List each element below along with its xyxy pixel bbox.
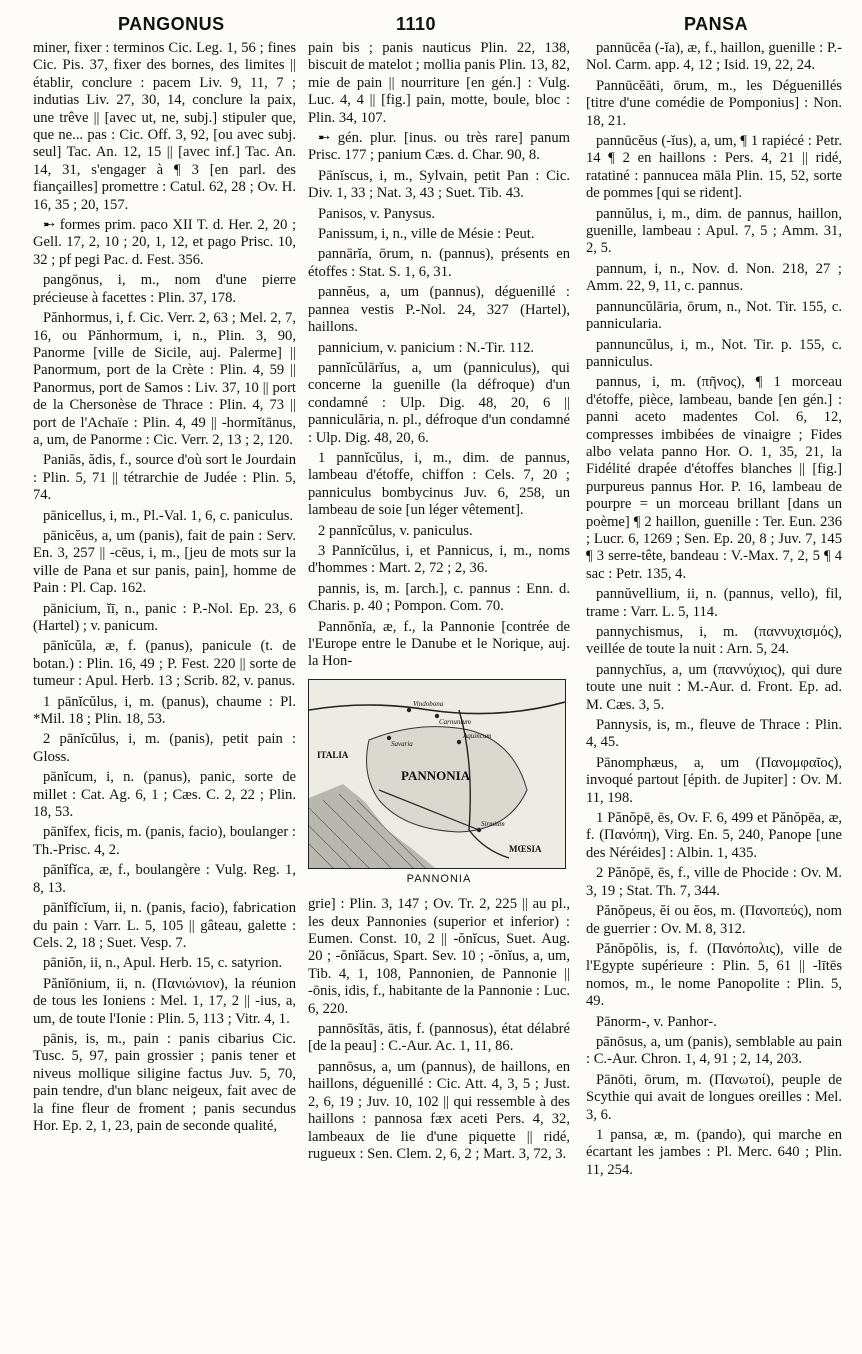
- dictionary-entry: pānis, is, m., pain : panis cibarius Cic. Tusc. 5, 97, pain grossier ; panis tener et niveus mollique siligine factus Juv. 5, 70, pain tendre, d'un blanc neigeux, fait avec de la fine fleur de froment ; panis secundus Hor. Ep. 2, 1, 23, pain de seconde qualité,: [33, 1030, 296, 1134]
- dictionary-entry: 2 pānĭcŭlus, i, m. (panis), petit pain : Gloss.: [33, 731, 296, 765]
- dictionary-entry: pānicĕus, a, um (panis), fait de pain : Serv. En. 3, 257 || -cēus, i, m., [jeu de mots sur la ville de Pana et sur panis, pain], homme de Pain : Pl. Cap. 162.: [33, 527, 296, 597]
- dictionary-entry: pannychismus, i, m. (παννυχισμός), veillée de toute la nuit : Arn. 5, 24.: [586, 624, 842, 658]
- dictionary-entry: Pānōti, ōrum, m. (Πανωτοί), peuple de Scythie qui avait de longues oreilles : Mel. 3, 6.: [586, 1071, 842, 1123]
- map-label: Vindobona: [413, 699, 444, 708]
- map-label: Carnuntum: [439, 717, 471, 726]
- dictionary-entry: 1 pānĭcŭlus, i, m. (panus), chaume : Pl. *Mil. 18 ; Plin. 18, 53.: [33, 693, 296, 728]
- dictionary-entry: pannus, i, m. (πῆνος), ¶ 1 morceau d'étoffe, pièce, lambeau, bande [en gén.] : panni aceto madentes Col. 6, 12, compresses imbibées de vinaigre ; Fides albo velata panno Hor. O. 1, 35, 21, la Fidélité drapée d'étoffes blanches || [fig.] purpureus pannus Hor. P. 16, lambeau de pourpre = un morceau brillant [dans un poème] ¶ 2 haillon, guenille : Ter. Eun. 236 ; Lucr. 6, 1269 ; Sen. Ep. 20, 8 ; Juv. 7, 145 ¶ 3 serre-tête, bandeau : V.-Max. 7, 2, 5 ¶ 4 sac : Petr. 135, 4.: [586, 374, 842, 582]
- map-caption: PANNONIA: [406, 872, 472, 885]
- column-right: [586, 40, 842, 1348]
- dictionary-entry: 1 pannĭcŭlus, i, m., dim. de pannus, lambeau d'étoffe, chiffon : Cels. 7, 20 ; panniculus bombycinus Juv. 6, 258, un lambeau de soie [un léger vêtement].: [308, 449, 570, 519]
- dictionary-entry: pannis, is, m. [arch.], c. pannus : Enn. d. Charis. p. 40 ; Pompon. Com. 70.: [308, 580, 570, 615]
- dictionary-entry: pannychĭus, a, um (παννύχιος), qui dure toute une nuit : M.-Aur. d. Front. Ep. ad. M. Cæs. 3, 5.: [586, 661, 842, 713]
- column-left: [33, 40, 296, 1348]
- dictionary-entry: pannĭcŭlārĭus, a, um (panniculus), qui concerne la guenille (la défroque) d'un condamné : Ulp. Dig. 48, 20, 6 || panniculăria, n. pl., défroque d'un condamné : Ulp. Dig. 48, 20, 6.: [308, 359, 570, 446]
- map-label: Sirmium: [481, 819, 505, 828]
- dictionary-entry: ➸ gén. plur. [inus. ou très rare] panum Prisc. 177 ; panium Cæs. d. Char. 90, 8.: [308, 130, 570, 164]
- column-middle: [308, 40, 570, 1348]
- dictionary-entry: pannuncŭlāria, ōrum, n., Not. Tir. 155, c. pannicularia.: [586, 298, 842, 333]
- map-label: MŒSIA: [509, 843, 542, 854]
- dictionary-entry: Pănŏpeus, ĕi ou ĕos, m. (Πανοπεύς), nom de guerrier : Ov. M. 8, 312.: [586, 903, 842, 937]
- dictionary-entry: pānicellus, i, m., Pl.-Val. 1, 6, c. paniculus.: [43, 507, 294, 524]
- dictionary-entry: pānĭfĭcĭum, ii, n. (panis, facio), fabrication du pain : Varr. L. 5, 105 || gâteau, galette : Cels. 2, 18 ; Suet. Vesp. 7.: [33, 900, 296, 951]
- dictionary-entry: 1 pansa, æ, m. (pando), qui marche en écartant les jambes : Pl. Merc. 640 ; Plin. 11, 254.: [586, 1126, 842, 1178]
- dictionary-entry: pannōsus, a, um (pannus), de haillons, en haillons, déguenillé : Cic. Att. 4, 3, 5 ; Just. 2, 6, 19 ; Juv. 10, 102 || qui ressemble à des haillons : pannosa fæx aceti Pers. 4, 32, lambeaux de lie d'une piquette || ridé, rugueux : Sen. Clem. 2, 6, 2 ; Mart. 3, 72, 3.: [308, 1058, 570, 1162]
- dictionary-entry: pannuncŭlus, i, m., Not. Tir. p. 155, c. panniculus.: [586, 336, 842, 370]
- map-illustration: [309, 680, 565, 868]
- dictionary-entry: Pănĭōnium, ii, n. (Πανιώνιον), la réunion de tous les Ioniens : Mel. 1, 17, 2 || -ius, a, um, de toute l'Ionie : Plin. 5, 113 ; Vitr. 4, 1.: [33, 975, 296, 1027]
- dictionary-entry: grie] : Plin. 3, 147 ; Ov. Tr. 2, 225 || au pl., les deux Pannonies (superior et inferior) : Eumen. Const. 10, 2 || -ŏnĭcus, Suet. Aug. 20 ; -ŏnĭăcus, Spart. Sev. 10 ; -ŏnĭus, a, um, Tib. 4, 1, 108, Pannonien, de Pannonie || -ōnis, idis, f., habitante de la Pannonie : Luc. 6, 220.: [308, 896, 570, 1017]
- running-head-right: PANSA: [684, 14, 749, 34]
- running-head-left: PANGONUS: [118, 14, 225, 34]
- dictionary-entry: 1 Pănŏpē, ēs, Ov. F. 6, 499 et Pănŏpēa, æ, f. (Πανόπη), Virg. En. 5, 240, Panope [une des Néréides] : Albin. 1, 435.: [586, 810, 842, 861]
- dictionary-entry: pain bis ; panis nauticus Plin. 22, 138, biscuit de matelot ; mollia panis Plin. 13, 82, mie de pain || nourriture [en gén.] : Vulg. Luc. 4, 4 || [fig.] pain, motte, boule, bloc : Plin. 34, 107.: [308, 40, 570, 126]
- map-label: Aquincum: [463, 731, 492, 740]
- dictionary-entry: pannŭlus, i, m., dim. de pannus, haillon, guenille, lambeau : Apul. 7, 5 ; Amm. 31, 2, 5.: [586, 205, 842, 257]
- dictionary-entry: Pānĭscus, i, m., Sylvain, petit Pan : Cic. Div. 1, 33 ; Nat. 3, 43 ; Suet. Tib. 43.: [308, 167, 570, 202]
- dictionary-entry: pannārĭa, ōrum, n. (pannus), présents en étoffes : Stat. S. 1, 6, 31.: [308, 246, 570, 280]
- map-label: PANNONIA: [401, 767, 471, 783]
- dictionary-entry: pānĭcum, i, n. (panus), panic, sorte de millet : Cat. Ag. 6, 1 ; Cæs. C. 2, 22 ; Plin. 18, 53.: [33, 769, 296, 821]
- dictionary-entry: pāniŏn, ii, n., Apul. Herb. 15, c. satyrion.: [43, 955, 283, 972]
- dictionary-entry: Paniăs, ădis, f., source d'où sort le Jourdain : Plin. 5, 71 || tétrarchie de Judée : Plin. 5, 74.: [33, 452, 296, 504]
- dictionary-entry: 2 Pănŏpē, ēs, f., ville de Phocide : Ov. M. 3, 19 ; Stat. Th. 7, 344.: [586, 865, 842, 899]
- dictionary-entry: 3 Pannĭcŭlus, i, et Pannicus, i, m., noms d'hommes : Mart. 2, 72 ; 2, 36.: [308, 542, 570, 577]
- dictionary-entry: pannŭvellium, ii, n. (pannus, vello), fil, trame : Varr. L. 5, 114.: [586, 586, 842, 620]
- map-label: Savaria: [391, 739, 413, 748]
- dictionary-entry: pannicium, v. panicium : N.-Tir. 112.: [318, 339, 535, 356]
- dictionary-entry: pannĕus, a, um (pannus), déguenillé : pannea vestis P.-Nol. 24, 327 (Hartel), haillons.: [308, 284, 570, 336]
- dictionary-entry: Panissum, i, n., ville de Mésie : Peut.: [318, 226, 535, 243]
- dictionary-entry: 2 pannĭcŭlus, v. paniculus.: [318, 522, 473, 539]
- dictionary-entry: Pănŏpŏlis, is, f. (Πανόπολις), ville de l'Egypte supérieure : Plin. 5, 61 || -lītēs nomos, m., le nome Panopolite : Plin. 5, 49.: [586, 940, 842, 1010]
- dictionary-entry: Pannŏnĭa, æ, f., la Pannonie [contrée de l'Europe entre le Danube et le Norique, auj. la Hon-: [308, 618, 570, 670]
- dictionary-entry: Pānomphæus, a, um (Πανομφαῖος), invoqué partout [épith. de Jupiter] : Ov. M. 11, 198.: [586, 754, 842, 806]
- dictionary-entry: ➸ formes prim. paco XII T. d. Her. 2, 20 ; Gell. 17, 2, 10 ; 20, 1, 12, et pago Prisc. 10, 32 ; pf pegi Pac. d. Fest. 356.: [33, 217, 296, 268]
- page-header: [0, 0, 862, 40]
- dictionary-entry: miner, fixer : terminos Cic. Leg. 1, 56 ; fines Cic. Pis. 37, fixer des bornes, des limites || établir, conclure : pacem Liv. 9, 11, 7 ; indutias Liv. 27, 30, 14, conclure la paix, une trêve || [avec ut, ne, subj.] stipuler que, que ne... pas : Cic. Off. 3, 92, [ou avec subj. seul] Tac. An. 12, 15 || [avec inf.] Tac. An. 14, 31, s'engager à ¶ 3 [en parl. des fiançailles] promettre : Catul. 62, 28 ; Ov. H. 16, 35 ; 20, 157.: [33, 40, 296, 213]
- dictionary-entry: Pănhormus, i, f. Cic. Verr. 2, 63 ; Mel. 2, 7, 16, ou Pănhormum, i, n., Plin. 3, 90, Panorme [ville de Sicile, auj. Palerme] || Panormum, port de la Crète : Plin. 4, 59 || Panormus, port de Samos : Liv. 37, 10 || port de la Chersonèse de Thrace : Plin. 4, 73 || port de l'Achaïe : Plin. 4, 49 || -hormĭtānus, a, um, de Panorme : Cic. Verr. 2, 13 ; 2, 120.: [33, 310, 296, 448]
- dictionary-entry: pānĭcŭla, æ, f. (panus), panicule (t. de botan.) : Plin. 16, 49 ; P. Fest. 220 || sorte de tumeur : Apul. Herb. 13 ; Scrib. 82, v. panus.: [33, 638, 296, 690]
- dictionary-entry: Pānorm-, v. Panhor-.: [596, 1013, 717, 1030]
- dictionary-entry: pānĭfĭca, æ, f., boulangère : Vulg. Reg. 1, 8, 13.: [33, 862, 296, 896]
- pannonia-map: [308, 679, 566, 869]
- dictionary-entry: pangōnus, i, m., nom d'une pierre précieuse à facettes : Plin. 37, 178.: [33, 272, 296, 306]
- map-label: ITALIA: [317, 749, 349, 760]
- dictionary-entry: pānicium, ĭī, n., panic : P.-Nol. Ep. 23, 6 (Hartel) ; v. panicum.: [33, 600, 296, 634]
- dictionary-entry: pannūcĕa (-ĭa), æ, f., haillon, guenille : P.-Nol. Carm. app. 4, 12 ; Isid. 19, 22, 24.: [586, 40, 842, 74]
- dictionary-entry: pānōsus, a, um (panis), semblable au pain : C.-Aur. Chron. 1, 4, 91 ; 2, 14, 203.: [586, 1033, 842, 1068]
- dictionary-entry: Pannūcĕāti, ōrum, m., les Déguenillés [titre d'une comédie de Pomponius] : Non. 18, 21.: [586, 77, 842, 129]
- dictionary-entry: Pannysis, is, m., fleuve de Thrace : Plin. 4, 45.: [586, 717, 842, 751]
- dictionary-entry: pannum, i, n., Nov. d. Non. 218, 27 ; Amm. 22, 9, 11, c. pannus.: [586, 260, 842, 295]
- dictionary-entry: Panisos, v. Panysus.: [318, 205, 436, 222]
- dictionary-entry: pānĭfex, ficis, m. (panis, facio), boulanger : Th.-Prisc. 4, 2.: [33, 824, 296, 858]
- dictionary-entry: pannōsĭtās, ātis, f. (pannosus), état délabré [de la peau] : C.-Aur. Ac. 1, 11, 86.: [308, 1021, 570, 1055]
- dictionary-entry: pannūcĕus (-ĭus), a, um, ¶ 1 rapiécé : Petr. 14 ¶ 2 en haillons : Pers. 4, 21 || ridé, ratatiné : pannucea māla Plin. 15, 52, sorte de pommes [qui se rident].: [586, 133, 842, 202]
- page-number: 1110: [396, 14, 437, 34]
